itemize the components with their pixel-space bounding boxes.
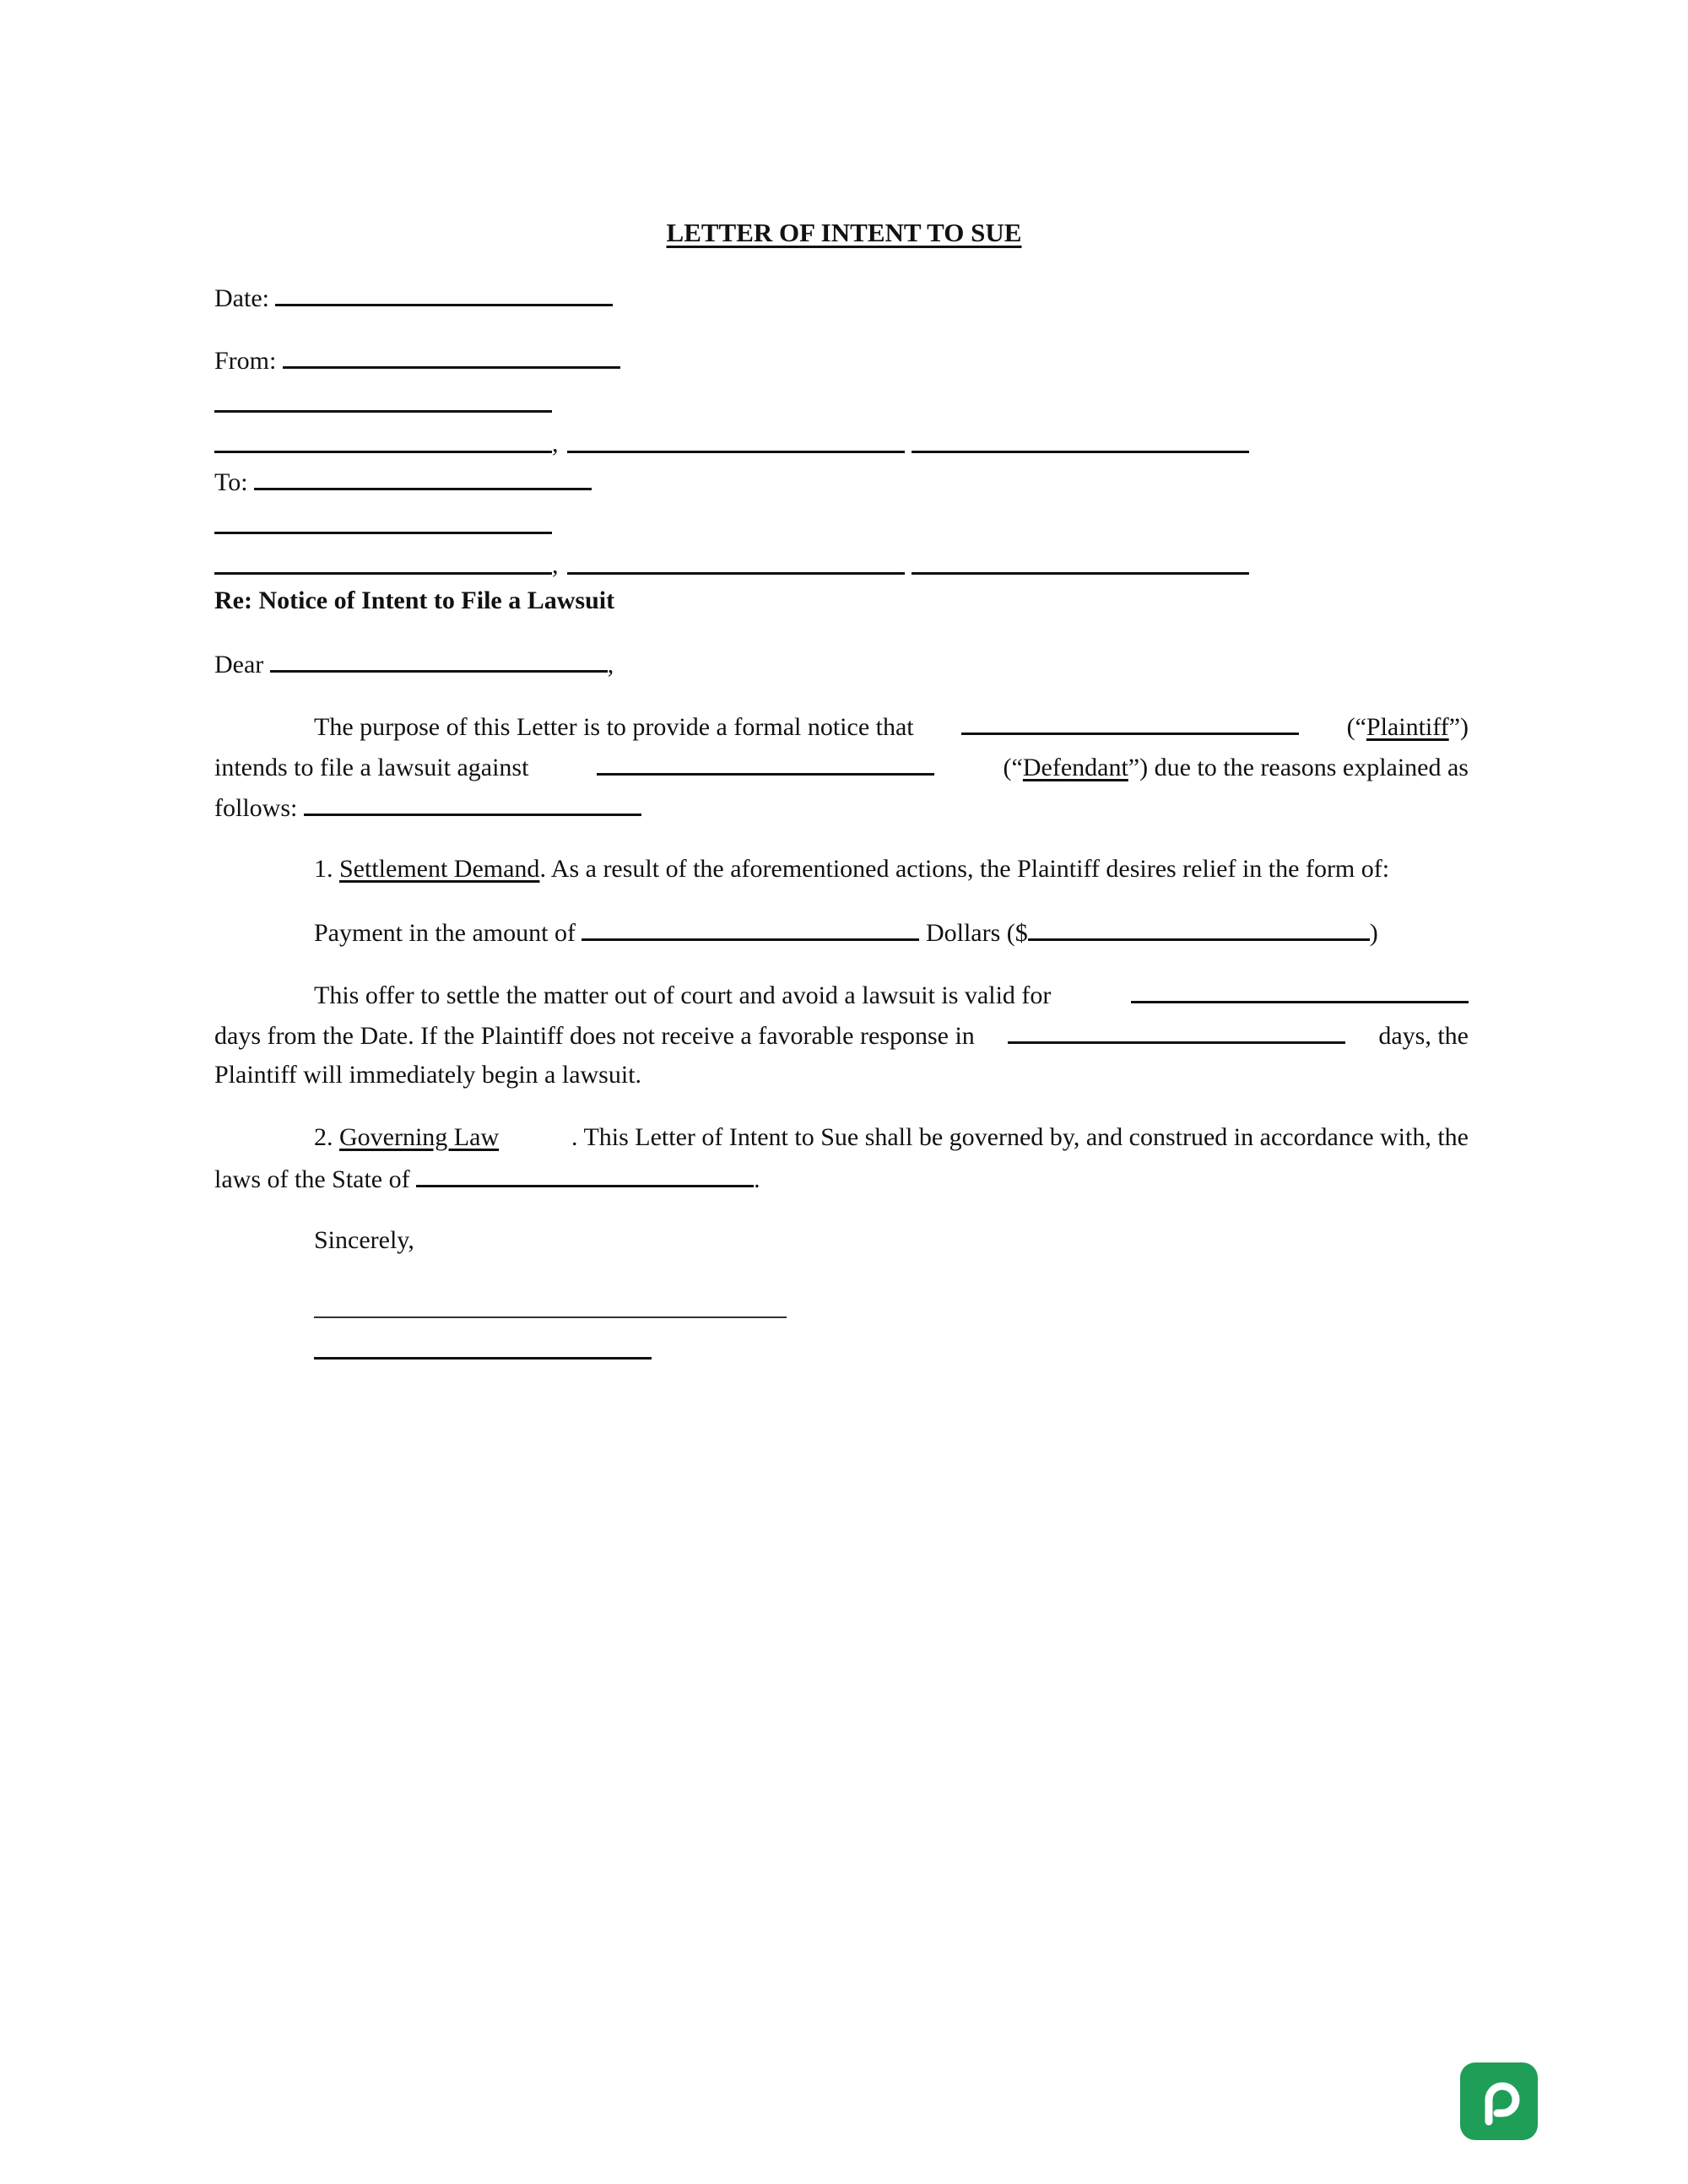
payment-dollars-label: Dollars ($	[925, 919, 1028, 947]
dear-label: Dear	[214, 651, 264, 678]
settlement-text: . As a result of the aforementioned actions, the Plaintiff desires relief in the form of:	[539, 855, 1390, 883]
date-label: Date:	[214, 284, 269, 312]
governing-period: .	[754, 1165, 760, 1193]
purpose-line-2	[214, 751, 1469, 783]
brand-logo	[1460, 2062, 1538, 2140]
settlement-number: 1.	[314, 855, 333, 883]
to-state-field[interactable]	[567, 572, 905, 575]
offer-text-2: days from the Date. If the Plaintiff does not receive a favorable response in	[214, 1022, 975, 1050]
payment-amount-field[interactable]	[1028, 916, 1370, 941]
date-field[interactable]	[275, 282, 613, 306]
from-zip-field[interactable]	[912, 451, 1249, 453]
from-street-field[interactable]	[214, 410, 552, 413]
reasons-field[interactable]	[304, 792, 641, 816]
offer-valid-days-field[interactable]	[1131, 979, 1469, 1003]
plaintiff-term: Plaintiff	[1366, 713, 1449, 741]
payment-close: )	[1369, 919, 1378, 947]
defendant-definition: (“Defendant”) due to the reasons explained as	[1003, 754, 1469, 781]
to-name-field[interactable]	[254, 466, 592, 490]
governing-law-line-2	[214, 1163, 760, 1195]
purpose-text-1: The purpose of this Letter is to provide a formal notice that	[314, 713, 914, 741]
governing-state-field[interactable]	[416, 1163, 754, 1187]
plaintiff-definition: (“Plaintiff”)	[1346, 713, 1469, 741]
defendant-term: Defendant	[1022, 754, 1128, 781]
to-street-field[interactable]	[214, 532, 552, 534]
from-state-field[interactable]	[567, 451, 905, 453]
governing-text-2: laws of the State of	[214, 1165, 410, 1193]
purpose-line-3	[214, 792, 641, 824]
governing-number: 2.	[314, 1123, 333, 1151]
signature-line[interactable]	[314, 1316, 787, 1318]
settlement-demand-line	[314, 854, 1389, 884]
purpose-text-3: follows:	[214, 794, 298, 822]
from-city-field[interactable]	[214, 451, 552, 453]
dear-line	[214, 648, 614, 680]
payment-line	[314, 916, 1378, 949]
from-name-field[interactable]	[283, 344, 620, 369]
re-line: Re: Notice of Intent to File a Lawsuit	[214, 587, 615, 614]
document-title: LETTER OF INTENT TO SUE	[666, 218, 1022, 247]
settlement-heading: Settlement Demand	[339, 855, 540, 883]
response-days-field[interactable]	[1008, 1019, 1345, 1044]
governing-law-line-1	[314, 1122, 1469, 1153]
from-address-comma: ,	[552, 430, 559, 457]
to-line	[214, 466, 592, 498]
printed-name-field[interactable]	[314, 1357, 652, 1360]
to-label: To:	[214, 468, 248, 496]
governing-law-lead	[314, 1122, 499, 1153]
purpose-line-1	[314, 711, 1469, 743]
defendant-name-field[interactable]	[597, 751, 934, 776]
offer-text-1: This offer to settle the matter out of court and avoid a lawsuit is valid for	[314, 981, 1052, 1009]
dear-comma: ,	[607, 651, 614, 678]
to-zip-field[interactable]	[912, 572, 1249, 575]
purpose-text-2: intends to file a lawsuit against	[214, 754, 529, 781]
offer-text-2-end: days, the	[1378, 1022, 1469, 1050]
recipient-name-field[interactable]	[270, 648, 608, 673]
governing-heading: Governing Law	[339, 1123, 500, 1151]
date-line	[214, 282, 613, 314]
to-address-comma: ,	[552, 551, 559, 579]
offer-line-3: Plaintiff will immediately begin a lawsuit.	[214, 1061, 642, 1089]
payment-text: Payment in the amount of	[314, 919, 576, 947]
from-label: From:	[214, 347, 277, 375]
to-city-field[interactable]	[214, 572, 552, 575]
closing-text: Sincerely,	[314, 1226, 414, 1254]
offer-line-1	[314, 979, 1469, 1011]
offer-line-2	[214, 1019, 1469, 1051]
from-line	[214, 344, 620, 376]
payment-words-field[interactable]	[582, 916, 919, 941]
plaintiff-name-field[interactable]	[961, 711, 1299, 735]
brand-p-logo-icon	[1460, 2062, 1538, 2140]
governing-text-1: . This Letter of Intent to Sue shall be governed by, and construed in accordance with, the	[571, 1123, 1469, 1151]
